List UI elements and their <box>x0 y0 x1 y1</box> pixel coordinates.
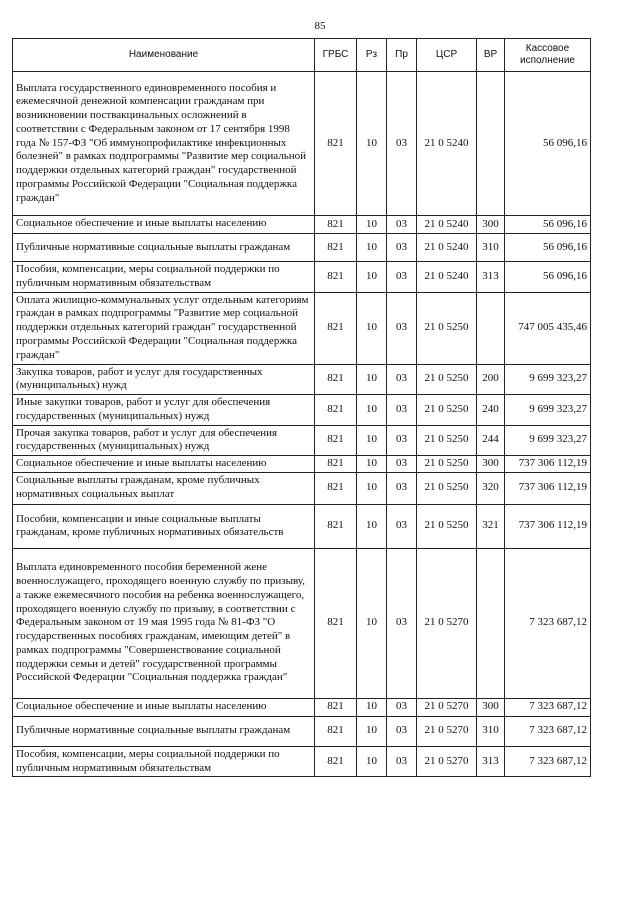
row-vr: 300 <box>477 216 505 234</box>
row-vr: 244 <box>477 425 505 456</box>
row-pr: 03 <box>387 472 417 504</box>
row-rz: 10 <box>357 716 387 746</box>
header-pr: Пр <box>387 39 417 72</box>
row-vr <box>477 72 505 216</box>
row-vr: 310 <box>477 234 505 262</box>
row-name: Публичные нормативные социальные выплаты гражданам <box>13 716 315 746</box>
row-amount: 7 323 687,12 <box>505 698 591 716</box>
row-pr: 03 <box>387 262 417 293</box>
row-pr: 03 <box>387 504 417 548</box>
row-rz: 10 <box>357 746 387 777</box>
row-name: Социальное обеспечение и иные выплаты населению <box>13 216 315 234</box>
row-grbs: 821 <box>315 425 357 456</box>
header-grbs: ГРБС <box>315 39 357 72</box>
row-amount: 56 096,16 <box>505 262 591 293</box>
row-amount: 9 699 323,27 <box>505 364 591 395</box>
row-vr: 240 <box>477 395 505 426</box>
row-rz: 10 <box>357 364 387 395</box>
row-grbs: 821 <box>315 472 357 504</box>
row-grbs: 821 <box>315 292 357 364</box>
row-csr: 21 0 5270 <box>417 548 477 698</box>
row-vr: 300 <box>477 456 505 473</box>
table-row <box>13 364 591 395</box>
row-rz: 10 <box>357 72 387 216</box>
row-amount: 737 306 112,19 <box>505 472 591 504</box>
row-grbs: 821 <box>315 746 357 777</box>
table-header-row <box>13 39 591 72</box>
row-csr: 21 0 5240 <box>417 262 477 293</box>
row-csr: 21 0 5250 <box>417 395 477 426</box>
row-rz: 10 <box>357 234 387 262</box>
row-vr: 313 <box>477 746 505 777</box>
table-row <box>13 216 591 234</box>
row-grbs: 821 <box>315 216 357 234</box>
row-vr: 300 <box>477 698 505 716</box>
row-name: Выплата единовременного пособия беременной жене военнослужащего, проходящего военную службу по призыву, а также ежемесячного пособия на ребенка военнослужащего, проходящего военную службу по призыву, в соответствии с Федеральным законом от 19 мая 1995 года № 81-ФЗ "О государственных пособиях гражданам, имеющим детей" в рамках подпрограммы "Совершенствование социальной поддержки семьи и детей" государственной программы Российской Федерации "Социальная поддержка граждан" <box>13 548 315 698</box>
row-grbs: 821 <box>315 395 357 426</box>
row-grbs: 821 <box>315 504 357 548</box>
row-csr: 21 0 5250 <box>417 472 477 504</box>
row-name: Пособия, компенсации и иные социальные выплаты гражданам, кроме публичных нормативных обязательств <box>13 504 315 548</box>
row-amount: 7 323 687,12 <box>505 548 591 698</box>
row-name: Выплата государственного единовременного пособия и ежемесячной денежной компенсации гражданам при возникновении поствакцинальных осложнений в соответствии с Федеральным законом от 17 сентября 1998 года № 157-ФЗ "Об иммунопрофилактике инфекционных болезней" в рамках подпрограммы "Развитие мер социальной поддержки отдельных категорий граждан" государственной программы Российской Федерации "Социальная поддержка граждан" <box>13 72 315 216</box>
row-grbs: 821 <box>315 364 357 395</box>
row-pr: 03 <box>387 364 417 395</box>
row-amount: 56 096,16 <box>505 216 591 234</box>
row-pr: 03 <box>387 292 417 364</box>
row-pr: 03 <box>387 746 417 777</box>
row-name: Социальное обеспечение и иные выплаты населению <box>13 456 315 473</box>
table-row <box>13 698 591 716</box>
row-name: Иные закупки товаров, работ и услуг для обеспечения государственных (муниципальных) нужд <box>13 395 315 426</box>
row-rz: 10 <box>357 698 387 716</box>
row-pr: 03 <box>387 698 417 716</box>
table-row <box>13 472 591 504</box>
table-row <box>13 292 591 364</box>
row-rz: 10 <box>357 216 387 234</box>
header-rz: Рз <box>357 39 387 72</box>
table-row <box>13 456 591 473</box>
row-amount: 7 323 687,12 <box>505 746 591 777</box>
table-row <box>13 234 591 262</box>
row-csr: 21 0 5240 <box>417 72 477 216</box>
table-row <box>13 716 591 746</box>
row-vr: 310 <box>477 716 505 746</box>
row-name: Оплата жилищно-коммунальных услуг отдельным категориям граждан в рамках подпрограммы "Развитие мер социальной поддержки отдельных категорий граждан" государственной программы Российской Федерации "Социальная поддержка граждан" <box>13 292 315 364</box>
row-csr: 21 0 5250 <box>417 425 477 456</box>
table-row <box>13 504 591 548</box>
table-row <box>13 262 591 293</box>
row-name: Публичные нормативные социальные выплаты гражданам <box>13 234 315 262</box>
row-rz: 10 <box>357 262 387 293</box>
row-grbs: 821 <box>315 262 357 293</box>
table-row <box>13 72 591 216</box>
row-amount: 7 323 687,12 <box>505 716 591 746</box>
row-vr: 320 <box>477 472 505 504</box>
row-csr: 21 0 5270 <box>417 746 477 777</box>
row-grbs: 821 <box>315 698 357 716</box>
row-name: Пособия, компенсации, меры социальной поддержки по публичным нормативным обязательствам <box>13 262 315 293</box>
row-amount: 737 306 112,19 <box>505 504 591 548</box>
row-rz: 10 <box>357 425 387 456</box>
row-csr: 21 0 5250 <box>417 292 477 364</box>
page-number: 85 <box>314 20 326 32</box>
row-amount: 56 096,16 <box>505 234 591 262</box>
row-rz: 10 <box>357 548 387 698</box>
row-csr: 21 0 5250 <box>417 364 477 395</box>
row-vr: 321 <box>477 504 505 548</box>
row-rz: 10 <box>357 504 387 548</box>
budget-table <box>12 38 591 777</box>
row-amount: 9 699 323,27 <box>505 395 591 426</box>
row-name: Закупка товаров, работ и услуг для государственных (муниципальных) нужд <box>13 364 315 395</box>
row-pr: 03 <box>387 548 417 698</box>
row-rz: 10 <box>357 472 387 504</box>
row-csr: 21 0 5250 <box>417 504 477 548</box>
row-pr: 03 <box>387 216 417 234</box>
row-name: Социальное обеспечение и иные выплаты населению <box>13 698 315 716</box>
row-grbs: 821 <box>315 234 357 262</box>
header-vr: ВР <box>477 39 505 72</box>
row-rz: 10 <box>357 456 387 473</box>
row-amount: 747 005 435,46 <box>505 292 591 364</box>
row-csr: 21 0 5270 <box>417 716 477 746</box>
row-name: Пособия, компенсации, меры социальной поддержки по публичным нормативным обязательствам <box>13 746 315 777</box>
header-csr: ЦСР <box>417 39 477 72</box>
table-row <box>13 548 591 698</box>
row-rz: 10 <box>357 292 387 364</box>
table-row <box>13 425 591 456</box>
row-amount: 56 096,16 <box>505 72 591 216</box>
row-grbs: 821 <box>315 548 357 698</box>
row-name: Социальные выплаты гражданам, кроме публичных нормативных социальных выплат <box>13 472 315 504</box>
row-rz: 10 <box>357 395 387 426</box>
table-row <box>13 746 591 777</box>
row-vr: 313 <box>477 262 505 293</box>
row-vr <box>477 292 505 364</box>
row-csr: 21 0 5270 <box>417 698 477 716</box>
row-pr: 03 <box>387 456 417 473</box>
row-amount: 737 306 112,19 <box>505 456 591 473</box>
row-vr: 200 <box>477 364 505 395</box>
header-amount: Кассовое исполнение <box>505 39 591 72</box>
row-pr: 03 <box>387 425 417 456</box>
row-name: Прочая закупка товаров, работ и услуг для обеспечения государственных (муниципальных) нужд <box>13 425 315 456</box>
row-csr: 21 0 5240 <box>417 234 477 262</box>
row-amount: 9 699 323,27 <box>505 425 591 456</box>
row-pr: 03 <box>387 716 417 746</box>
table-row <box>13 395 591 426</box>
row-pr: 03 <box>387 395 417 426</box>
row-grbs: 821 <box>315 716 357 746</box>
row-grbs: 821 <box>315 456 357 473</box>
row-csr: 21 0 5240 <box>417 216 477 234</box>
row-vr <box>477 548 505 698</box>
row-pr: 03 <box>387 234 417 262</box>
row-grbs: 821 <box>315 72 357 216</box>
header-name: Наименование <box>13 39 315 72</box>
row-csr: 21 0 5250 <box>417 456 477 473</box>
row-pr: 03 <box>387 72 417 216</box>
